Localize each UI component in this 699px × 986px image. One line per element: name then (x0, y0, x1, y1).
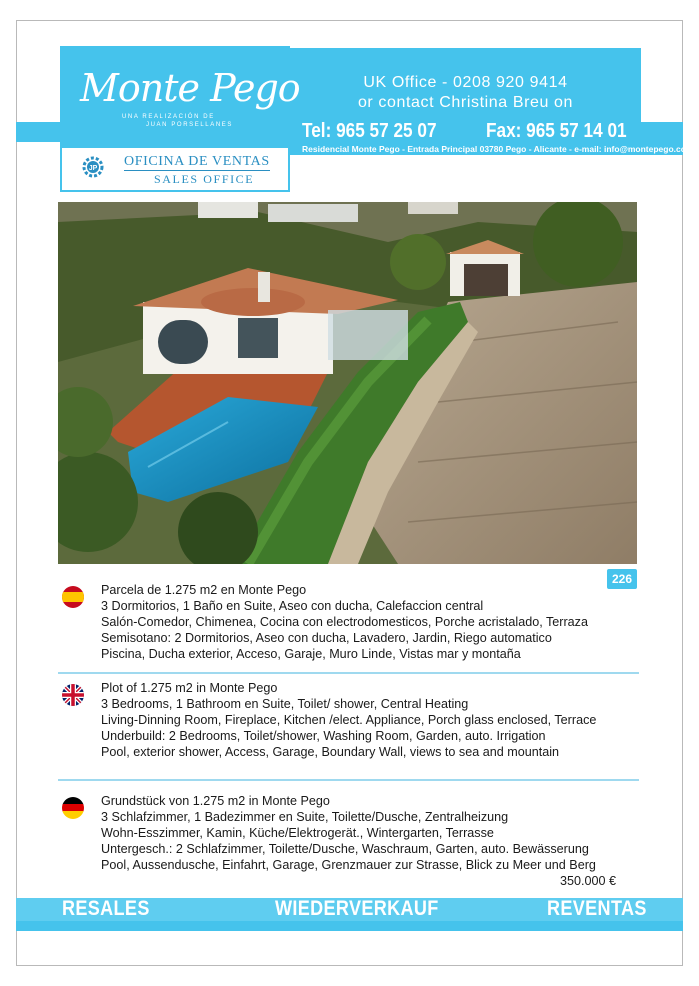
section-divider (58, 672, 639, 674)
germany-flag-icon (62, 797, 84, 819)
section-divider (58, 779, 639, 781)
reference-badge: 226 (607, 569, 637, 589)
telephone-number[interactable]: Tel: 965 57 25 07 (302, 120, 437, 142)
description-line: Pool, Aussendusche, Einfahrt, Garage, Grenzmauer zur Strasse, Blick zu Meer und Berg (101, 858, 596, 872)
description-line: Wohn-Esszimmer, Kamin, Küche/Elektrogerät., Wintergarten, Terrasse (101, 826, 494, 840)
spain-flag-icon (62, 586, 84, 608)
description-line: Plot of 1.275 m2 in Monte Pego (101, 681, 278, 695)
fax-number: Fax: 965 57 14 01 (486, 120, 627, 142)
logo-tagline-1: UNA REALIZACIÓN DE (122, 114, 215, 120)
description-german (58, 793, 642, 877)
sales-office-english: SALES OFFICE (154, 172, 255, 186)
office-divider (124, 170, 270, 171)
description-line: Pool, exterior shower, Access, Garage, Boundary Wall, views to sea and mountain (101, 745, 560, 759)
description-line: 3 Bedrooms, 1 Bathroom en Suite, Toilet/ shower, Central Heating (101, 697, 469, 711)
uk-office-text: UK Office - 0208 920 9414 (363, 74, 568, 91)
logo-box (60, 46, 300, 192)
description-line: Living-Dinning Room, Fireplace, Kitchen /elect. Appliance, Porch glass enclosed, Terrace (101, 713, 597, 727)
office-address: Residencial Monte Pego - Entrada Principal 03780 Pego - Alicante - e-mail: info@montepego.com (302, 144, 694, 154)
property-price: 350.000 € (560, 874, 617, 888)
description-english (58, 680, 642, 764)
footer-label-wiederverkauf: WIEDERVERKAUF (275, 897, 439, 920)
description-line: Grundstück von 1.275 m2 in Monte Pego (101, 794, 330, 808)
logo-brand-area (62, 48, 300, 144)
description-line: 3 Schlafzimmer, 1 Badezimmer en Suite, Toilette/Dusche, Zentralheizung (101, 810, 509, 824)
description-line: Piscina, Ducha exterior, Acceso, Garaje, Muro Linde, Vistas mar y montaña (101, 647, 521, 661)
description-line: Untergesch.: 2 Schlafzimmer, Toilette/Dusche, Waschraum, Garten, auto. Bewässerung (101, 842, 589, 856)
gear-icon (80, 154, 106, 180)
description-spanish (58, 582, 642, 666)
description-line: Underbuild: 2 Bedrooms, Toilet/shower, Washing Room, Garden, auto. Irrigation (101, 729, 546, 743)
description-line: Salón-Comedor, Chimenea, Cocina con electrodomesticos, Porche acristalado, Terraza (101, 615, 588, 629)
sales-office-area (62, 148, 288, 190)
footer-label-resales: RESALES (62, 897, 150, 920)
header-band-left (16, 122, 62, 142)
footer-label-reventas: REVENTAS (547, 897, 647, 920)
logo-tagline-2: JUAN PORSELLANES (146, 122, 233, 128)
property-photo (58, 202, 637, 564)
description-line: Parcela de 1.275 m2 en Monte Pego (101, 583, 307, 597)
contact-text: or contact Christina Breu on (357, 94, 574, 111)
uk-flag-icon (62, 684, 84, 706)
description-line: Semisotano: 2 Dormitorios, Aseo con ducha, Lavadero, Jardin, Riego automatico (101, 631, 552, 645)
brand-logo: Monte Pego (80, 66, 300, 110)
svg-text:JP: JP (88, 165, 98, 172)
sales-office-spanish: OFICINA DE VENTAS (124, 154, 270, 169)
description-line: 3 Dormitorios, 1 Baño en Suite, Aseo con ducha, Calefaccion central (101, 599, 484, 613)
